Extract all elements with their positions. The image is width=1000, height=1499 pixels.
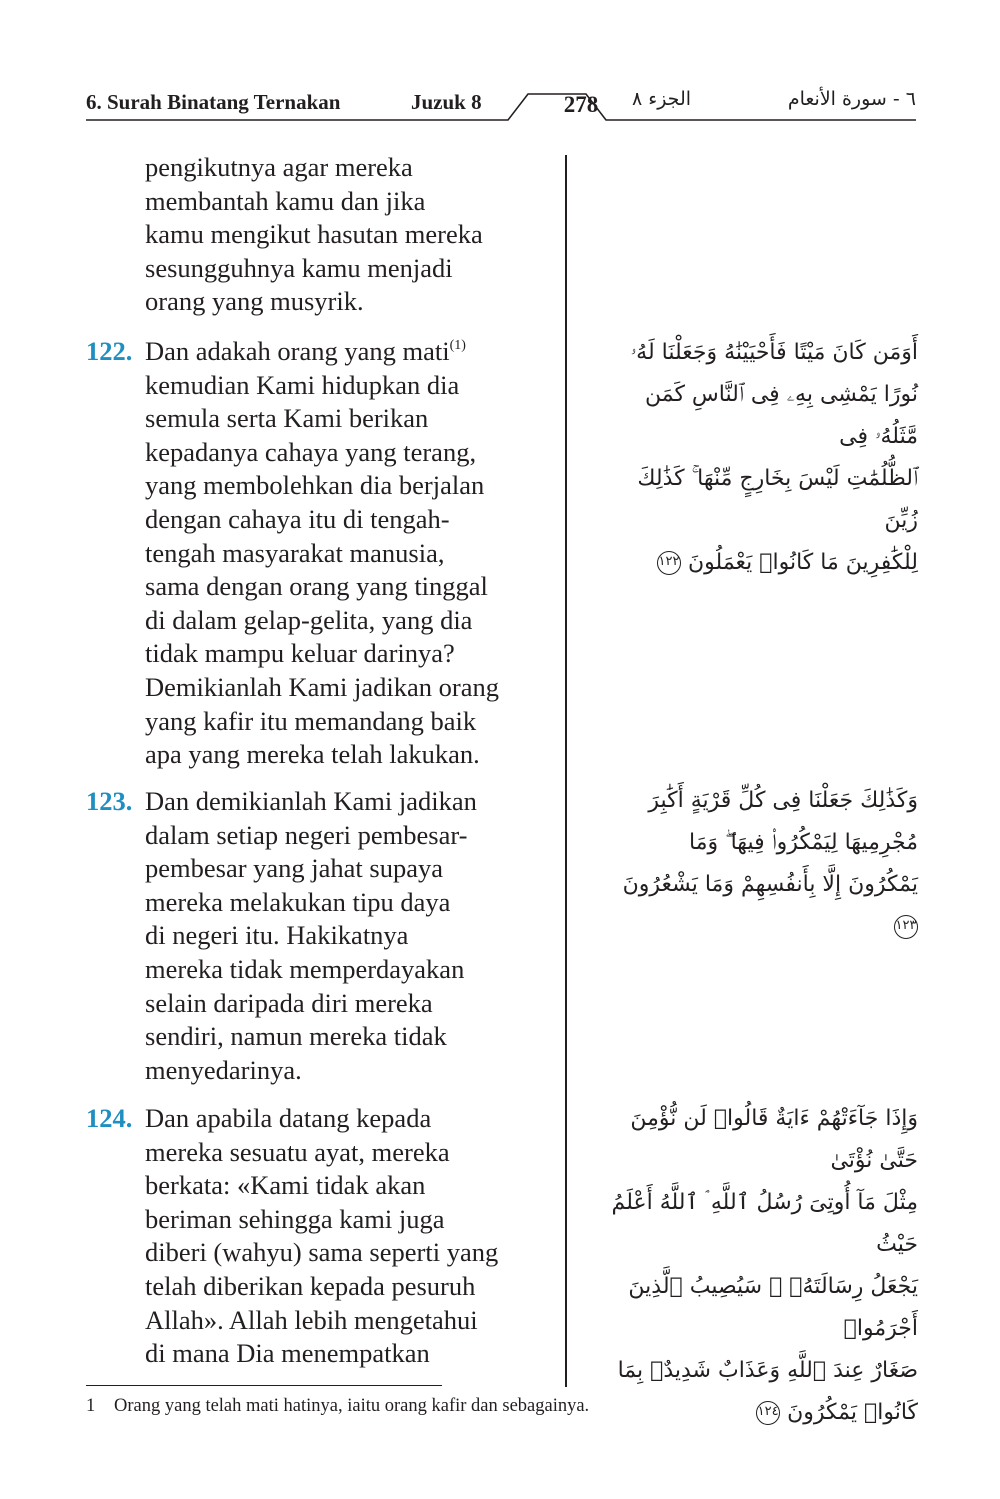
arabic-verse-124: [598, 1098, 918, 1434]
verse-number-123: 123.: [86, 786, 133, 816]
footnote: [86, 1396, 589, 1417]
text-line: orang yang musyrik.: [145, 286, 364, 317]
ayah-number-marker: ١٢٤: [756, 1401, 780, 1425]
text-line: Demikianlah Kami jadikan orang: [145, 671, 499, 702]
text-line: sesungguhnya kamu menjadi: [145, 252, 453, 283]
juz-arabic: الجزء ٨: [632, 88, 692, 110]
arabic-verse-122: [598, 332, 918, 584]
text-line: sendiri, namun mereka tidak: [145, 1021, 447, 1052]
text-line: apa yang mereka telah lakukan.: [145, 739, 480, 770]
arabic-line: نُورًا يَمْشِى بِهِۦ فِى ٱلنَّاسِ كَمَن مَّثَلُهُۥ فِى: [644, 382, 918, 449]
text-line: di dalam gelap-gelita, yang dia: [145, 604, 473, 635]
ayah-number-marker: ١٢٢: [657, 551, 681, 575]
verse-translation-122: [145, 335, 565, 772]
text-line: kepadanya cahaya yang terang,: [145, 436, 477, 467]
text-line: semula serta Kami berikan: [145, 403, 429, 434]
text-line: telah diberikan kepada pesuruh: [145, 1270, 476, 1301]
verse-translation-124: [145, 1102, 565, 1371]
text-line: pengikutnya agar mereka: [145, 152, 413, 182]
text-line: dalam setiap negeri pembesar-: [145, 819, 468, 850]
text-line: Dan demikianlah Kami jadikan: [145, 786, 477, 816]
text-line: di mana Dia menempatkan: [145, 1338, 430, 1369]
arabic-verse-123: [598, 780, 918, 948]
text-line: pembesar yang jahat supaya: [145, 853, 444, 884]
arabic-line: وَإِذَا جَآءَتْهُمْ ءَايَةٌ قَالُوا۟ لَن نُّؤْمِنَ حَتَّىٰ نُؤْتَىٰ: [630, 1106, 918, 1173]
text-line: kemudian Kami hidupkan dia: [145, 369, 460, 400]
text-line: beriman sehingga kami juga: [145, 1203, 445, 1234]
text-line: mereka sesuatu ayat, mereka: [145, 1136, 450, 1167]
arabic-line: ٱلظُّلُمَٰتِ لَيْسَ بِخَارِجٍ مِّنْهَا ۚ كَذَٰلِكَ زُيِّنَ: [637, 466, 918, 533]
text-line: Dan apabila datang kepada: [145, 1103, 432, 1133]
text-line: dengan cahaya itu di tengah-: [145, 503, 450, 534]
verse-number-122: 122.: [86, 336, 133, 366]
footnote-ref[interactable]: (1): [449, 338, 466, 353]
arabic-line: كَانُوا۟ يَمْكُرُونَ: [787, 1400, 918, 1425]
text-line: yang kafir itu memandang baik: [145, 705, 477, 736]
arabic-line: وَكَذَٰلِكَ جَعَلْنَا فِى كُلِّ قَرْيَةٍ أَكَٰبِرَ: [648, 788, 918, 813]
text-line: selain daripada diri mereka: [145, 987, 433, 1018]
text-line: yang membolehkan dia berjalan: [145, 470, 485, 501]
arabic-line: صَغَارٌ عِندَ ٱللَّهِ وَعَذَابٌ شَدِيدٌۢ بِمَا: [617, 1358, 918, 1383]
text-line: Dan adakah orang yang mati: [145, 336, 450, 366]
arabic-line: لِلْكَٰفِرِينَ مَا كَانُوا۟ يَعْمَلُونَ: [688, 550, 918, 575]
arabic-line: يَمْكُرُونَ إِلَّا بِأَنفُسِهِمْ وَمَا يَشْعُرُونَ: [622, 872, 918, 897]
text-line: di negeri itu. Hakikatnya: [145, 920, 409, 951]
text-line: berkata: «Kami tidak akan: [145, 1170, 426, 1201]
surah-title: 6. Surah Binatang Ternakan: [86, 90, 341, 114]
arabic-line: مِثْلَ مَآ أُوتِىَ رُسُلُ ٱللَّهِ ۘ ٱللَّهُ أَعْلَمُ حَيْثُ: [611, 1190, 918, 1257]
footnote-text: Orang yang telah mati hatinya, iaitu orang kafir dan sebagainya.: [114, 1396, 590, 1416]
text-line: Allah». Allah lebih mengetahui: [145, 1304, 478, 1335]
text-line: tidak mampu keluar darinya?: [145, 638, 455, 669]
footnote-divider: [86, 1385, 442, 1386]
juzuk-label: Juzuk 8: [411, 90, 482, 114]
arabic-line: مُجْرِمِيهَا لِيَمْكُرُوا۟ فِيهَا ۖ وَمَا: [689, 830, 918, 855]
text-line: diberi (wahyu) sama seperti yang: [145, 1237, 499, 1268]
ayah-number-marker: ١٢٣: [894, 915, 918, 939]
verse-translation-123: [145, 785, 565, 1087]
text-line: membantah kamu dan jika: [145, 185, 426, 216]
page-number: 278: [563, 92, 599, 117]
footnote-number: 1: [86, 1396, 96, 1416]
text-line: menyedarinya.: [145, 1054, 302, 1085]
text-line: mereka tidak memperdayakan: [145, 953, 465, 984]
surah-title-arabic: ٦ - سورة الأنعام: [787, 88, 916, 110]
column-divider: [565, 155, 567, 1387]
verse-number-124: 124.: [86, 1103, 133, 1133]
arabic-line: يَجْعَلُ رِسَالَتَهُۥ ۗ سَيُصِيبُ ٱلَّذِينَ أَجْرَمُوا۟: [628, 1274, 918, 1341]
text-line: tengah masyarakat manusia,: [145, 537, 445, 568]
text-line: sama dengan orang yang tinggal: [145, 571, 488, 602]
continuation-text: [145, 151, 565, 319]
page-header: [86, 86, 916, 126]
text-line: mereka melakukan tipu daya: [145, 886, 451, 917]
text-line: kamu mengikut hasutan mereka: [145, 219, 483, 250]
arabic-line: أَوَمَن كَانَ مَيْتًا فَأَحْيَيْنَٰهُ وَجَعَلْنَا لَهُۥ: [630, 340, 918, 365]
